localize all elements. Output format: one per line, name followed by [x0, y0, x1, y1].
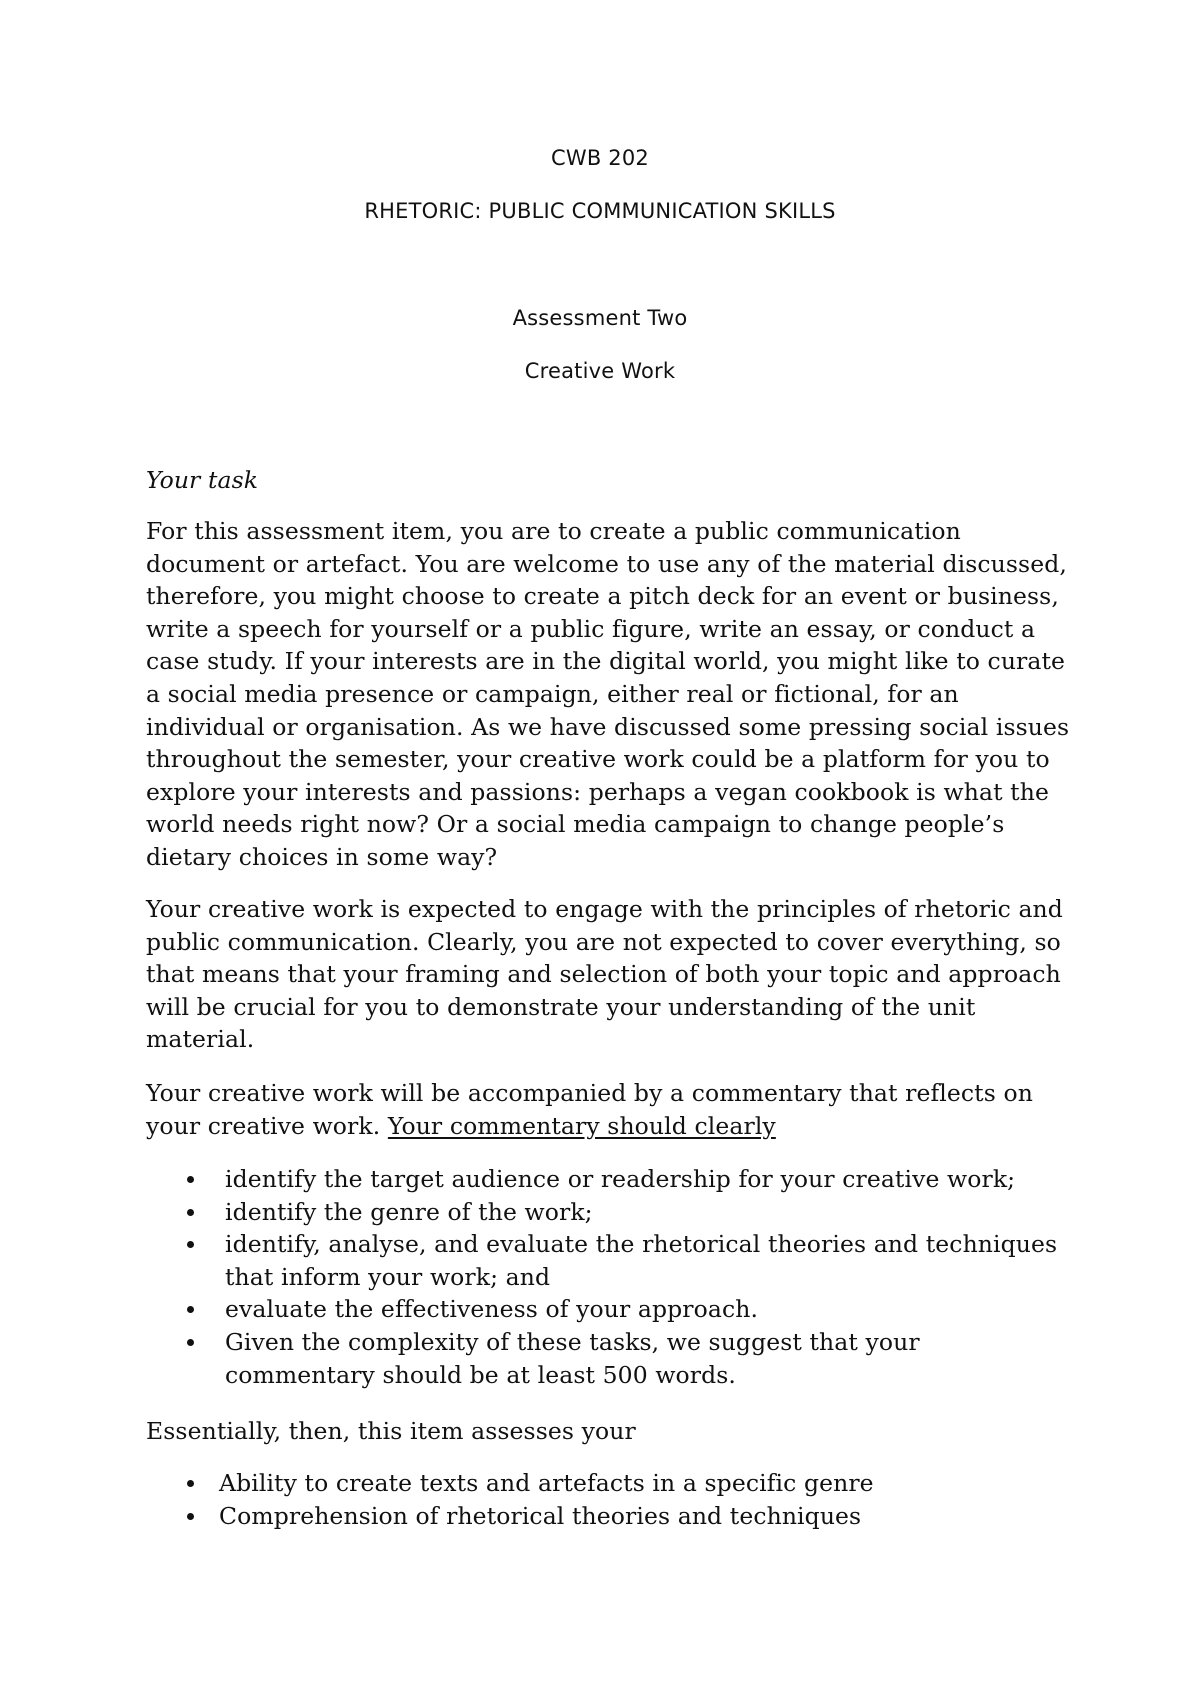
assessment-bullet-list [146, 1467, 1076, 1532]
task-paragraph-4 [146, 1415, 1076, 1448]
bullet-icon [187, 1480, 194, 1487]
list-item: identify, analyse, and evaluate the rhetorical theories and techniques that inform your work; and [146, 1228, 1076, 1293]
paragraph-text [146, 1077, 1076, 1142]
list-item: Ability to create texts and artefacts in a specific genre [146, 1467, 1076, 1500]
task-paragraph-1 [146, 515, 1076, 874]
paragraph-text: For this assessment item, you are to create a public communication document or artefact. You are welcome to use any of the material discussed, therefore, you might choose to create a pitch deck for an event or business, write a speech for yourself or a public figure, write an essay, or conduct a case study. If your interests are in the digital world, you might like to curate a social media presence or campaign, either real or fictional, for an individual or organisation. As we have discussed some pressing social issues throughout the semester, your creative work could be a platform for you to explore your interests and passions: perhaps a vegan cookbook is what the world needs right now? Or a social media campaign to change people’s dietary choices in some way? [146, 517, 1070, 871]
list-item: Given the complexity of these tasks, we suggest that your commentary should be at least 500 words. [146, 1326, 1076, 1391]
bullet-icon [187, 1209, 194, 1216]
task-heading: Your task [146, 466, 259, 494]
list-item: identify the genre of the work; [146, 1196, 1076, 1229]
paragraph-lead: Your creative work will be accompanied by a commentary that reflects on your creative work. [146, 1079, 1033, 1140]
course-code: CWB 202 [551, 146, 649, 170]
list-item: evaluate the effectiveness of your approach. [146, 1293, 1076, 1326]
bullet-icon [187, 1339, 194, 1346]
paragraph-text: Essentially, then, this item assesses your [146, 1417, 636, 1445]
course-title: RHETORIC: PUBLIC COMMUNICATION SKILLS [364, 199, 836, 223]
bullet-icon [187, 1306, 194, 1313]
underlined-instruction: Your commentary should clearly [387, 1111, 776, 1140]
task-paragraph-2 [146, 893, 1076, 1056]
assessment-subtitle: Creative Work [524, 359, 676, 383]
bullet-icon [187, 1241, 194, 1248]
list-item: identify the target audience or readership for your creative work; [146, 1163, 1076, 1196]
assessment-title: Assessment Two [512, 306, 688, 330]
bullet-icon [187, 1176, 194, 1183]
bullet-icon [187, 1513, 194, 1520]
list-item: Comprehension of rhetorical theories and techniques [146, 1500, 1076, 1533]
task-paragraph-3 [146, 1077, 1076, 1142]
paragraph-text: Your creative work is expected to engage with the principles of rhetoric and public communication. Clearly, you are not expected to cover everything, so that means that your framing and selection of both your topic and approach will be crucial for you to demonstrate your understanding of the unit material. [146, 895, 1063, 1054]
commentary-bullet-list [146, 1163, 1076, 1391]
